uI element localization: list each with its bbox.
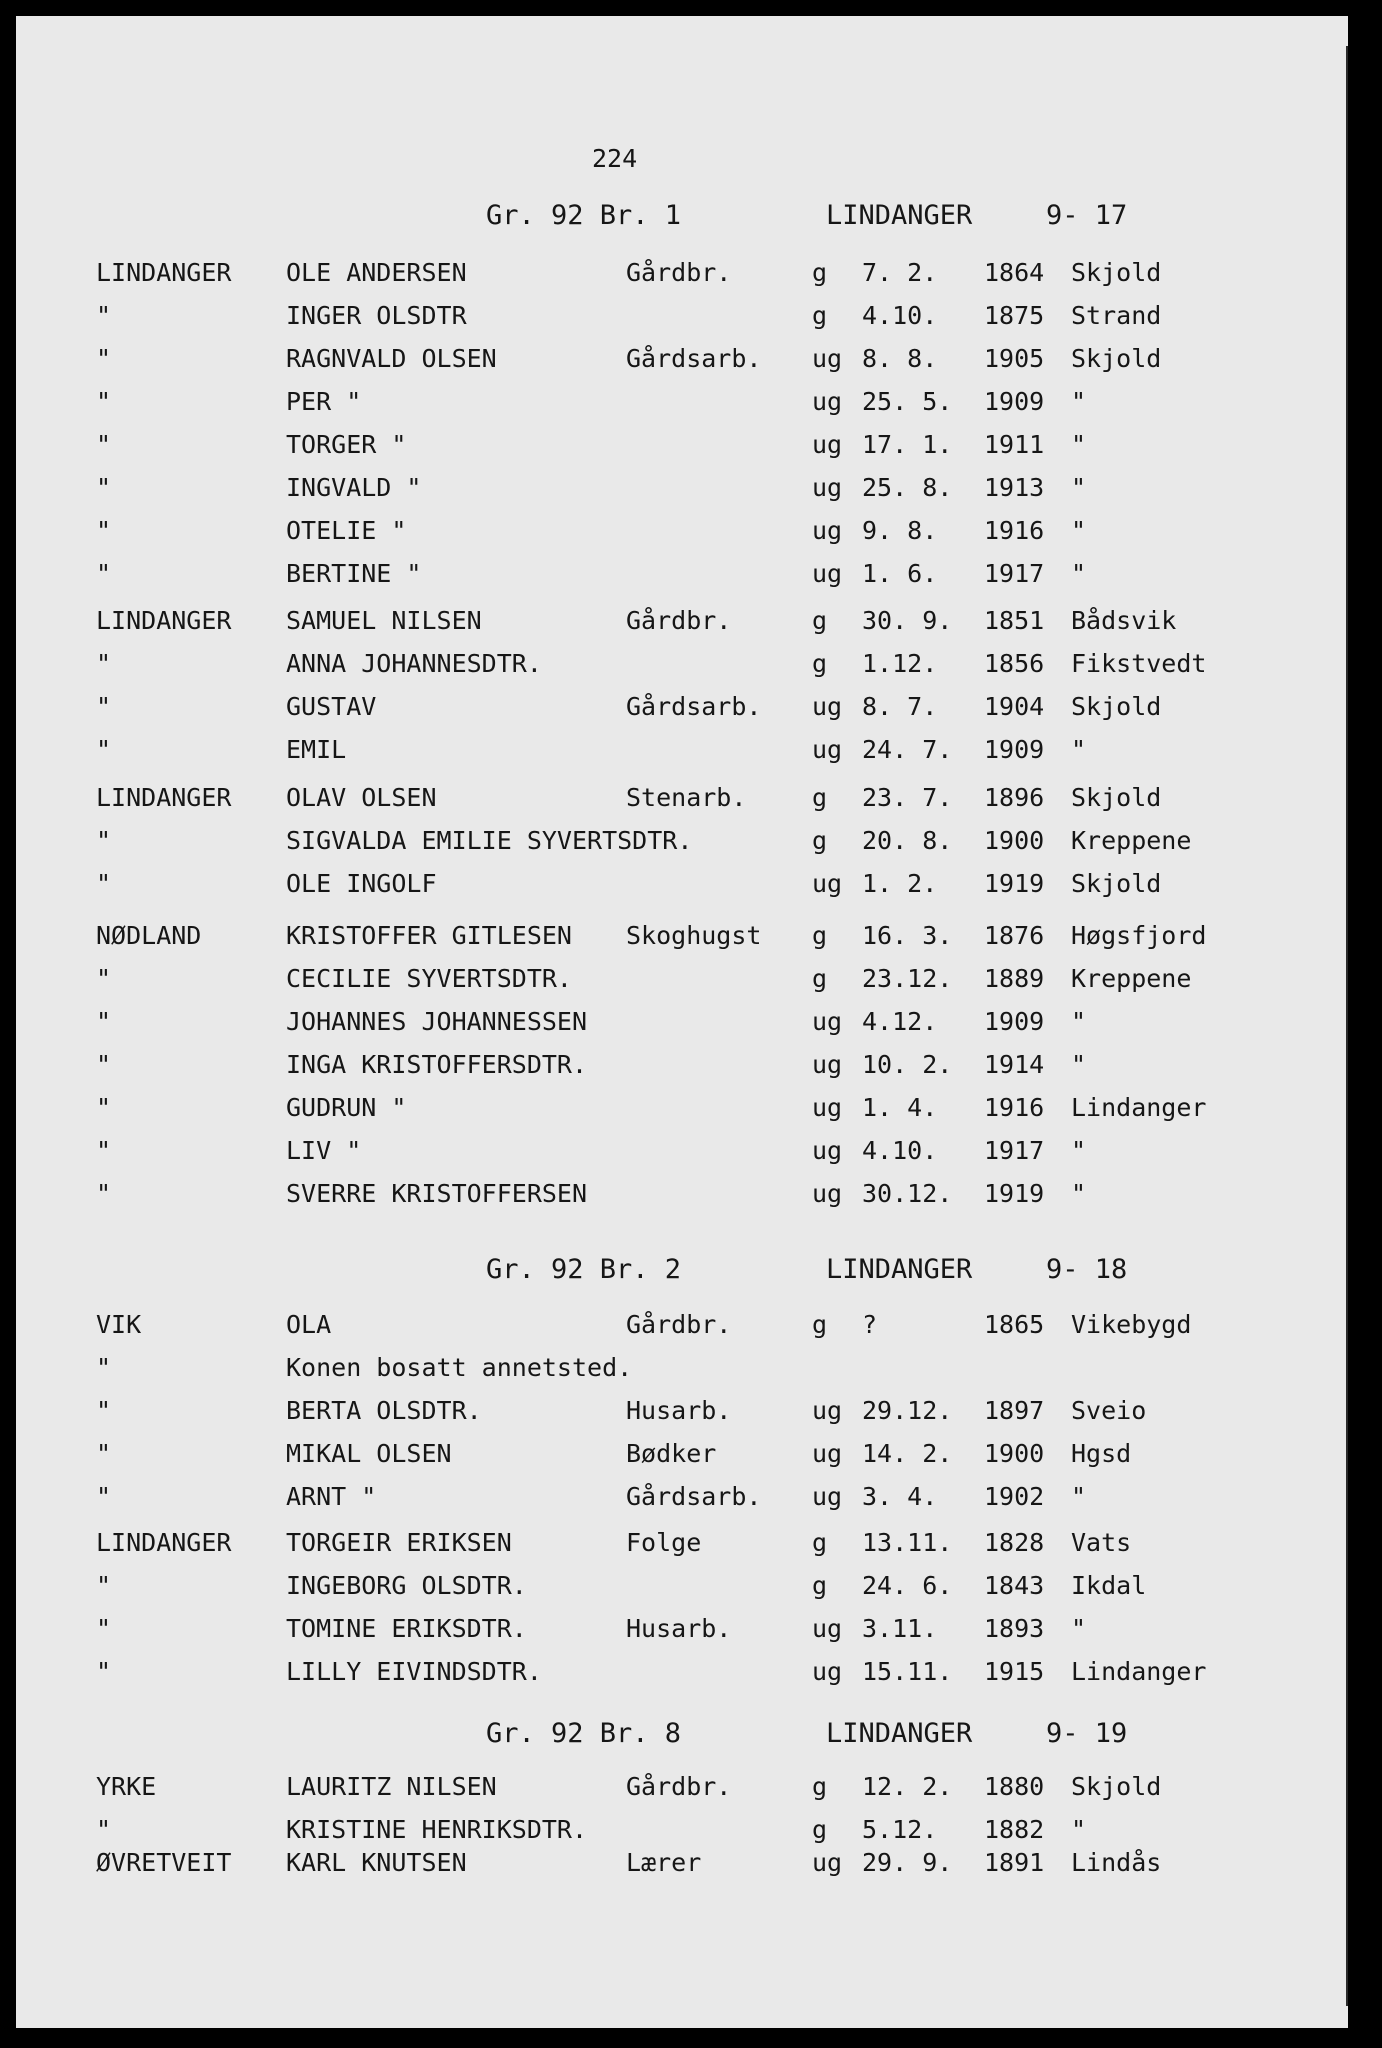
person-row xyxy=(16,1657,1316,1697)
cell-date: 3. 4. xyxy=(862,1482,938,1511)
cell-place: " xyxy=(96,1093,112,1122)
cell-date: 25. 5. xyxy=(862,387,953,416)
cell-occupation: Gårdbr. xyxy=(626,258,732,287)
cell-name: OTELIE " xyxy=(286,516,407,545)
cell-place: " xyxy=(96,1657,112,1686)
cell-date: 5.12. xyxy=(862,1815,938,1844)
cell-status: ug xyxy=(812,1136,843,1165)
person-row xyxy=(16,1772,1316,1812)
cell-year: 1919 xyxy=(984,1179,1045,1208)
cell-place: " xyxy=(96,1007,112,1036)
cell-status: g xyxy=(812,1571,828,1600)
person-row xyxy=(16,1353,1316,1393)
cell-birthplace: Kreppene xyxy=(1071,826,1192,855)
document-page xyxy=(16,16,1348,2028)
cell-date: 16. 3. xyxy=(862,921,953,950)
cell-name: BERTA OLSDTR. xyxy=(286,1396,482,1425)
cell-name: PER " xyxy=(286,387,362,416)
cell-status: ug xyxy=(812,1439,843,1468)
cell-status: ug xyxy=(812,1050,843,1079)
cell-place: LINDANGER xyxy=(96,258,232,287)
cell-birthplace: Lindås xyxy=(1071,1848,1162,1877)
cell-date: 9. 8. xyxy=(862,516,938,545)
cell-birthplace: Bådsvik xyxy=(1071,606,1177,635)
cell-date: 4.10. xyxy=(862,301,938,330)
cell-birthplace: Strand xyxy=(1071,301,1162,330)
cell-place: " xyxy=(96,1815,112,1844)
person-row xyxy=(16,649,1316,689)
cell-place: " xyxy=(96,1396,112,1425)
person-row xyxy=(16,921,1316,961)
cell-year: 1905 xyxy=(984,344,1045,373)
cell-birthplace: " xyxy=(1071,430,1087,459)
header-code: 9- 19 xyxy=(1046,1718,1128,1749)
cell-year: 1915 xyxy=(984,1657,1045,1686)
cell-status: ug xyxy=(812,1093,843,1122)
cell-year: 1916 xyxy=(984,516,1045,545)
page-edge-rule xyxy=(1346,46,1348,2006)
cell-year: 1851 xyxy=(984,606,1045,635)
cell-name: SVERRE KRISTOFFERSEN xyxy=(286,1179,588,1208)
cell-year: 1865 xyxy=(984,1310,1045,1339)
cell-place: " xyxy=(96,301,112,330)
cell-status: g xyxy=(812,1310,828,1339)
header-gr: Gr. 92 Br. 2 xyxy=(486,1254,682,1285)
person-row xyxy=(16,1093,1316,1133)
cell-date: 12. 2. xyxy=(862,1772,953,1801)
cell-place: " xyxy=(96,1482,112,1511)
cell-date: 14. 2. xyxy=(862,1439,953,1468)
cell-name: MIKAL OLSEN xyxy=(286,1439,452,1468)
header-gr: Gr. 92 Br. 8 xyxy=(486,1718,682,1749)
cell-status: g xyxy=(812,1815,828,1844)
cell-date: ? xyxy=(862,1310,878,1339)
cell-year: 1882 xyxy=(984,1815,1045,1844)
cell-year: 1916 xyxy=(984,1093,1045,1122)
person-row xyxy=(16,1136,1316,1176)
cell-birthplace: Sveio xyxy=(1071,1396,1147,1425)
cell-date: 1. 2. xyxy=(862,869,938,898)
cell-occupation: Gårdbr. xyxy=(626,1772,732,1801)
cell-place: " xyxy=(96,735,112,764)
cell-status: g xyxy=(812,1528,828,1557)
cell-status: g xyxy=(812,258,828,287)
cell-year: 1919 xyxy=(984,869,1045,898)
cell-birthplace: " xyxy=(1071,387,1087,416)
cell-name: CECILIE SYVERTSDTR. xyxy=(286,964,572,993)
cell-birthplace: " xyxy=(1071,1482,1087,1511)
cell-place: " xyxy=(96,516,112,545)
cell-birthplace: Skjold xyxy=(1071,783,1162,812)
cell-occupation: Skoghugst xyxy=(626,921,762,950)
cell-date: 25. 8. xyxy=(862,473,953,502)
person-row xyxy=(16,869,1316,909)
cell-occupation: Husarb. xyxy=(626,1614,732,1643)
cell-birthplace: " xyxy=(1071,735,1087,764)
cell-name: BERTINE " xyxy=(286,559,422,588)
cell-year: 1893 xyxy=(984,1614,1045,1643)
cell-status: g xyxy=(812,921,828,950)
cell-status: g xyxy=(812,606,828,635)
header-place: LINDANGER xyxy=(826,1254,973,1285)
cell-year: 1889 xyxy=(984,964,1045,993)
cell-place: LINDANGER xyxy=(96,1528,232,1557)
cell-place: " xyxy=(96,1571,112,1600)
cell-year: 1911 xyxy=(984,430,1045,459)
cell-date: 3.11. xyxy=(862,1614,938,1643)
cell-year: 1900 xyxy=(984,826,1045,855)
person-row xyxy=(16,258,1316,298)
cell-place: " xyxy=(96,559,112,588)
cell-birthplace: Kreppene xyxy=(1071,964,1192,993)
cell-date: 1.12. xyxy=(862,649,938,678)
cell-name: JOHANNES JOHANNESSEN xyxy=(286,1007,588,1036)
cell-place: " xyxy=(96,1614,112,1643)
cell-date: 7. 2. xyxy=(862,258,938,287)
person-row xyxy=(16,606,1316,646)
cell-status: g xyxy=(812,964,828,993)
cell-name: KARL KNUTSEN xyxy=(286,1848,467,1877)
cell-date: 8. 7. xyxy=(862,692,938,721)
cell-year: 1909 xyxy=(984,387,1045,416)
cell-date: 8. 8. xyxy=(862,344,938,373)
cell-year: 1864 xyxy=(984,258,1045,287)
cell-occupation: Folge xyxy=(626,1528,702,1557)
person-row xyxy=(16,1439,1316,1479)
cell-year: 1828 xyxy=(984,1528,1045,1557)
cell-occupation: Gårdbr. xyxy=(626,1310,732,1339)
cell-birthplace: Skjold xyxy=(1071,869,1162,898)
cell-birthplace: Skjold xyxy=(1071,1772,1162,1801)
person-row xyxy=(16,473,1316,513)
cell-name: INGEBORG OLSDTR. xyxy=(286,1571,527,1600)
cell-year: 1875 xyxy=(984,301,1045,330)
cell-birthplace: Lindanger xyxy=(1071,1093,1207,1122)
cell-date: 23.12. xyxy=(862,964,953,993)
cell-date: 4.12. xyxy=(862,1007,938,1036)
cell-status: ug xyxy=(812,1657,843,1686)
cell-date: 1. 6. xyxy=(862,559,938,588)
cell-date: 29. 9. xyxy=(862,1848,953,1877)
cell-year: 1880 xyxy=(984,1772,1045,1801)
cell-status: g xyxy=(812,826,828,855)
cell-place: " xyxy=(96,826,112,855)
cell-place: " xyxy=(96,344,112,373)
cell-occupation: Gårdsarb. xyxy=(626,344,762,373)
person-row xyxy=(16,692,1316,732)
cell-name: SIGVALDA EMILIE SYVERTSDTR. xyxy=(286,826,693,855)
cell-place: " xyxy=(96,1353,112,1382)
cell-birthplace: Høgsfjord xyxy=(1071,921,1207,950)
cell-date: 24. 6. xyxy=(862,1571,953,1600)
cell-year: 1917 xyxy=(984,1136,1045,1165)
cell-birthplace: " xyxy=(1071,1136,1087,1165)
cell-year: 1909 xyxy=(984,735,1045,764)
cell-name: ARNT " xyxy=(286,1482,377,1511)
person-row xyxy=(16,826,1316,866)
cell-name: INGVALD " xyxy=(286,473,422,502)
cell-status: g xyxy=(812,301,828,330)
cell-name: TORGEIR ERIKSEN xyxy=(286,1528,512,1557)
cell-status: ug xyxy=(812,1396,843,1425)
person-row xyxy=(16,344,1316,384)
cell-place: " xyxy=(96,387,112,416)
cell-name: OLE INGOLF xyxy=(286,869,437,898)
cell-status: g xyxy=(812,783,828,812)
cell-name: ANNA JOHANNESDTR. xyxy=(286,649,542,678)
header-code: 9- 17 xyxy=(1046,200,1128,231)
cell-place: " xyxy=(96,1136,112,1165)
cell-year: 1891 xyxy=(984,1848,1045,1877)
cell-date: 23. 7. xyxy=(862,783,953,812)
cell-status: ug xyxy=(812,344,843,373)
cell-birthplace: Skjold xyxy=(1071,258,1162,287)
cell-birthplace: Hgsd xyxy=(1071,1439,1132,1468)
cell-name: SAMUEL NILSEN xyxy=(286,606,482,635)
cell-date: 15.11. xyxy=(862,1657,953,1686)
person-row xyxy=(16,735,1316,775)
cell-date: 1. 4. xyxy=(862,1093,938,1122)
cell-year: 1896 xyxy=(984,783,1045,812)
cell-name: TORGER " xyxy=(286,430,407,459)
cell-name: GUDRUN " xyxy=(286,1093,407,1122)
header-code: 9- 18 xyxy=(1046,1254,1128,1285)
cell-occupation: Lærer xyxy=(626,1848,702,1877)
cell-date: 10. 2. xyxy=(862,1050,953,1079)
cell-birthplace: " xyxy=(1071,1007,1087,1036)
cell-date: 17. 1. xyxy=(862,430,953,459)
cell-birthplace: " xyxy=(1071,1815,1087,1844)
cell-place: NØDLAND xyxy=(96,921,202,950)
cell-year: 1856 xyxy=(984,649,1045,678)
cell-date: 30.12. xyxy=(862,1179,953,1208)
cell-name: OLE ANDERSEN xyxy=(286,258,467,287)
cell-name: TOMINE ERIKSDTR. xyxy=(286,1614,527,1643)
cell-name: EMIL xyxy=(286,735,347,764)
cell-status: ug xyxy=(812,430,843,459)
cell-year: 1902 xyxy=(984,1482,1045,1511)
cell-occupation: Husarb. xyxy=(626,1396,732,1425)
cell-date: 29.12. xyxy=(862,1396,953,1425)
cell-name: OLAV OLSEN xyxy=(286,783,437,812)
cell-status: ug xyxy=(812,1848,843,1877)
person-row xyxy=(16,1848,1316,1888)
cell-name: LILLY EIVINDSDTR. xyxy=(286,1657,542,1686)
person-row xyxy=(16,1050,1316,1090)
cell-status: ug xyxy=(812,1614,843,1643)
cell-status: ug xyxy=(812,559,843,588)
cell-occupation: Gårdbr. xyxy=(626,606,732,635)
cell-year: 1876 xyxy=(984,921,1045,950)
person-row xyxy=(16,1007,1316,1047)
cell-status: ug xyxy=(812,1482,843,1511)
cell-year: 1904 xyxy=(984,692,1045,721)
person-row xyxy=(16,1179,1316,1219)
header-place: LINDANGER xyxy=(826,1718,973,1749)
cell-birthplace: Skjold xyxy=(1071,692,1162,721)
cell-status: ug xyxy=(812,473,843,502)
cell-year: 1897 xyxy=(984,1396,1045,1425)
cell-birthplace: Vats xyxy=(1071,1528,1132,1557)
cell-place: " xyxy=(96,430,112,459)
cell-name: KRISTOFFER GITLESEN xyxy=(286,921,572,950)
person-row xyxy=(16,387,1316,427)
person-row xyxy=(16,516,1316,556)
cell-place: " xyxy=(96,1050,112,1079)
cell-year: 1900 xyxy=(984,1439,1045,1468)
cell-date: 4.10. xyxy=(862,1136,938,1165)
cell-place: LINDANGER xyxy=(96,783,232,812)
cell-birthplace: " xyxy=(1071,1050,1087,1079)
cell-occupation: Gårdsarb. xyxy=(626,692,762,721)
cell-birthplace: " xyxy=(1071,1179,1087,1208)
cell-name: RAGNVALD OLSEN xyxy=(286,344,497,373)
cell-place: " xyxy=(96,649,112,678)
cell-birthplace: " xyxy=(1071,473,1087,502)
cell-name: INGER OLSDTR xyxy=(286,301,467,330)
cell-status: ug xyxy=(812,516,843,545)
cell-date: 30. 9. xyxy=(862,606,953,635)
cell-name: GUSTAV xyxy=(286,692,377,721)
cell-name: LAURITZ NILSEN xyxy=(286,1772,497,1801)
header-gr: Gr. 92 Br. 1 xyxy=(486,200,682,231)
cell-status: ug xyxy=(812,869,843,898)
person-row xyxy=(16,1396,1316,1436)
cell-birthplace: Lindanger xyxy=(1071,1657,1207,1686)
person-row xyxy=(16,964,1316,1004)
person-row xyxy=(16,1614,1316,1654)
cell-note: Konen bosatt annetsted. xyxy=(286,1353,633,1382)
cell-birthplace: " xyxy=(1071,1614,1087,1643)
cell-birthplace: " xyxy=(1071,516,1087,545)
cell-birthplace: Skjold xyxy=(1071,344,1162,373)
cell-place: " xyxy=(96,1179,112,1208)
cell-status: ug xyxy=(812,387,843,416)
person-row xyxy=(16,1528,1316,1568)
person-row xyxy=(16,1482,1316,1522)
cell-birthplace: Ikdal xyxy=(1071,1571,1147,1600)
cell-birthplace: Fikstvedt xyxy=(1071,649,1207,678)
header-place: LINDANGER xyxy=(826,200,973,231)
person-row xyxy=(16,430,1316,470)
cell-place: " xyxy=(96,473,112,502)
cell-place: ØVRETVEIT xyxy=(96,1848,232,1877)
cell-year: 1843 xyxy=(984,1571,1045,1600)
page-number: 224 xyxy=(592,144,638,173)
cell-status: g xyxy=(812,649,828,678)
person-row xyxy=(16,301,1316,341)
cell-date: 20. 8. xyxy=(862,826,953,855)
cell-name: KRISTINE HENRIKSDTR. xyxy=(286,1815,588,1844)
cell-status: ug xyxy=(812,735,843,764)
cell-occupation: Stenarb. xyxy=(626,783,747,812)
cell-birthplace: Vikebygd xyxy=(1071,1310,1192,1339)
cell-place: LINDANGER xyxy=(96,606,232,635)
cell-name: INGA KRISTOFFERSDTR. xyxy=(286,1050,588,1079)
person-row xyxy=(16,559,1316,599)
cell-status: g xyxy=(812,1772,828,1801)
cell-year: 1913 xyxy=(984,473,1045,502)
cell-occupation: Bødker xyxy=(626,1439,717,1468)
cell-status: ug xyxy=(812,1179,843,1208)
cell-year: 1909 xyxy=(984,1007,1045,1036)
cell-birthplace: " xyxy=(1071,559,1087,588)
cell-place: " xyxy=(96,869,112,898)
cell-place: YRKE xyxy=(96,1772,157,1801)
cell-place: VIK xyxy=(96,1310,142,1339)
cell-status: ug xyxy=(812,692,843,721)
cell-name: OLA xyxy=(286,1310,332,1339)
cell-date: 13.11. xyxy=(862,1528,953,1557)
person-row xyxy=(16,1571,1316,1611)
cell-date: 24. 7. xyxy=(862,735,953,764)
cell-place: " xyxy=(96,692,112,721)
cell-place: " xyxy=(96,964,112,993)
cell-status: ug xyxy=(812,1007,843,1036)
cell-year: 1914 xyxy=(984,1050,1045,1079)
person-row xyxy=(16,1310,1316,1350)
person-row xyxy=(16,783,1316,823)
cell-place: " xyxy=(96,1439,112,1468)
cell-year: 1917 xyxy=(984,559,1045,588)
cell-occupation: Gårdsarb. xyxy=(626,1482,762,1511)
cell-name: LIV " xyxy=(286,1136,362,1165)
